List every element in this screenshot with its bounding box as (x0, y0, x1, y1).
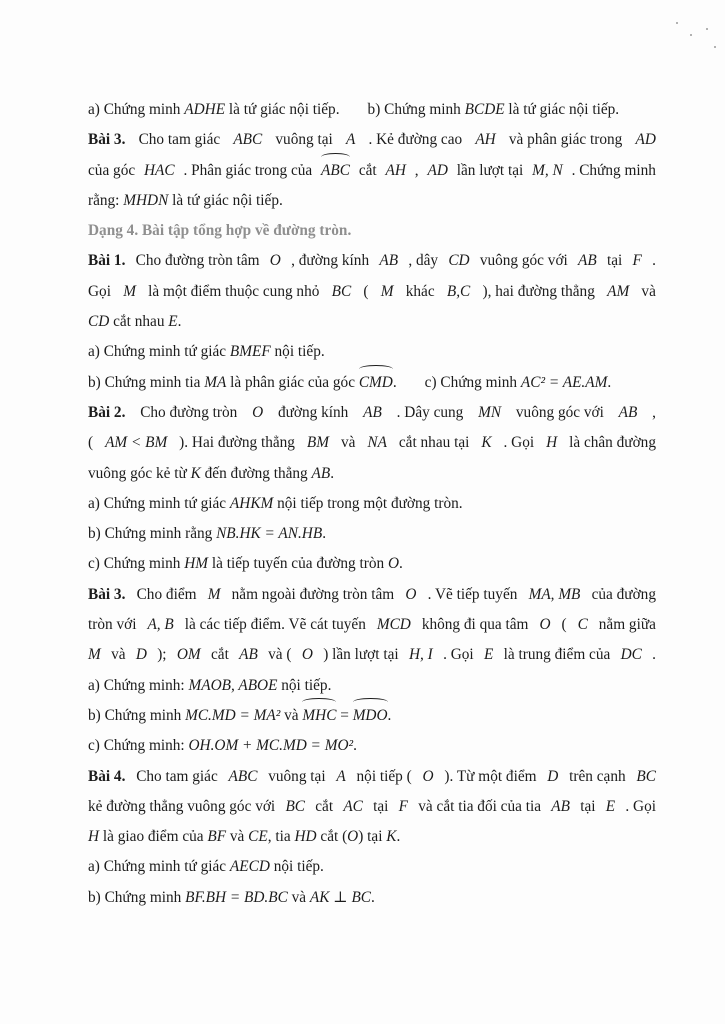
math-expression: K (386, 828, 397, 846)
text-run: . (607, 373, 612, 391)
text-line (88, 489, 656, 519)
text-run: Cho đường tròn (140, 403, 238, 421)
text-run: . (387, 706, 392, 724)
text-run: nội tiếp ( (356, 767, 412, 785)
text-run: a) Chứng minh (88, 101, 185, 118)
text-run: vuông góc với (479, 252, 568, 270)
text-run: tại (580, 797, 596, 815)
problem-label: Bài 3. (88, 131, 126, 149)
text-run: rằng: (88, 191, 124, 209)
text-run: tại (606, 252, 623, 270)
text-line (88, 883, 656, 913)
math-expression: F (632, 252, 642, 270)
text-run: Cho điểm (136, 585, 197, 603)
math-expression: O (301, 646, 313, 664)
text-run: nội tiếp trong một đường tròn. (273, 494, 463, 512)
scan-speck (676, 22, 678, 24)
text-line (88, 398, 656, 428)
text-run: vuông tại (275, 131, 333, 149)
text-line (88, 125, 656, 155)
math-expression: E (483, 646, 494, 664)
math-expression: O (269, 252, 281, 270)
text-run: a) Chứng minh tứ giác (88, 343, 230, 361)
document-page (88, 95, 656, 913)
math-expression: K (481, 434, 492, 452)
angle-notation: MDO (353, 701, 388, 731)
math-expression: MC.MD = MA² (185, 706, 281, 724)
text-line (88, 822, 656, 852)
text-line (88, 762, 656, 792)
text-run: = (336, 706, 353, 724)
text-run: , dây (408, 252, 439, 270)
text-line (88, 852, 656, 882)
math-expression: M (88, 646, 101, 664)
math-expression: MHDN (123, 191, 169, 209)
text-run: ( (88, 434, 94, 452)
text-run: nội tiếp. (270, 343, 325, 361)
text-run: . (330, 464, 335, 482)
math-expression: O (405, 585, 417, 603)
text-run: và (280, 706, 303, 724)
text-line (88, 580, 656, 610)
math-expression: A, B (147, 616, 174, 634)
text-run: là trung điểm của (503, 646, 611, 664)
math-expression: H, I (408, 646, 433, 664)
math-expression: AB (379, 252, 399, 270)
text-run: , đường kính (291, 252, 370, 270)
angle-notation: ABC (321, 156, 350, 186)
text-run: nằm giữa (598, 616, 656, 634)
math-expression: D (547, 767, 559, 785)
angle-notation: MHC (302, 701, 336, 731)
text-run: và (641, 282, 656, 300)
text-run: và (226, 828, 249, 846)
math-expression: BMEF (229, 343, 271, 361)
math-expression: AB (311, 464, 331, 482)
text-line (88, 731, 656, 761)
text-run: . (652, 252, 656, 270)
math-expression: ADHE (184, 101, 226, 118)
math-expression: H (546, 434, 558, 452)
problem-label: Bài 3. (88, 585, 126, 603)
math-expression: BM (306, 434, 330, 452)
text-line (88, 640, 656, 670)
text-run: c) Chứng minh: (88, 737, 189, 755)
text-run: cắt (358, 161, 377, 179)
text-run: là các tiếp điểm. Vẽ cát tuyến (184, 616, 366, 634)
math-expression: O (252, 403, 264, 421)
text-run: là tứ giác nội tiếp. (225, 101, 340, 118)
text-line (88, 277, 656, 307)
math-expression: AH (385, 161, 406, 179)
math-expression: D (135, 646, 147, 664)
text-run: c) Chứng minh (424, 373, 521, 391)
math-expression: ABC (233, 131, 263, 149)
math-expression: K (190, 464, 201, 482)
text-run: ); (157, 646, 167, 664)
text-run: ), hai đường thẳng (482, 282, 595, 300)
text-run: ). Hai đường thẳng (179, 434, 295, 452)
text-run: a) Chứng minh tứ giác (88, 858, 230, 876)
math-expression: AHKM (229, 494, 274, 512)
text-run: và ( (268, 646, 292, 664)
text-run: là chân đường (569, 434, 656, 452)
math-expression: AB (239, 646, 258, 664)
text-run: vuông góc với (515, 403, 604, 421)
problem-label: Bài 2. (88, 403, 126, 421)
text-run: của đường (591, 585, 656, 603)
text-run: khác (405, 282, 435, 300)
math-expression: H (88, 828, 100, 846)
math-expression: OH.OM + MC.MD = MO² (188, 737, 354, 755)
text-run: là tiếp tuyến của đường tròn (208, 555, 388, 573)
text-run: tròn với (88, 616, 137, 634)
math-expression: CD (88, 313, 110, 331)
text-run: vuông tại (268, 767, 326, 785)
math-expression: A (345, 131, 356, 149)
math-expression: O (387, 555, 400, 573)
text-run: , (652, 403, 656, 421)
text-line (88, 671, 656, 701)
text-run: . (177, 313, 182, 331)
heading-text: Dạng 4. Bài tập tổng hợp về đường tròn. (88, 222, 352, 240)
math-expression: MAOB, ABOE (188, 676, 278, 694)
text-run: ) tại (358, 828, 387, 846)
text-run: của góc (88, 161, 136, 179)
math-expression: BC (636, 767, 656, 785)
text-run: . Dây cung (396, 403, 464, 421)
math-expression: AC (343, 797, 363, 815)
text-run: Cho tam giác (136, 767, 218, 785)
math-expression: BCDE (464, 101, 505, 118)
math-expression: AD (427, 161, 448, 179)
text-run: cắt ( (316, 828, 348, 846)
text-run: . Gọi (625, 797, 656, 815)
math-expression: E (168, 313, 178, 331)
math-expression: AC² = AE.AM (520, 373, 608, 391)
scan-speck (706, 28, 708, 30)
text-line (88, 337, 656, 367)
math-expression: MA, MB (528, 585, 581, 603)
text-run: trên cạnh (569, 767, 626, 785)
math-expression: ABC (228, 767, 258, 785)
math-expression: MCD (376, 616, 411, 634)
problem-label: Bài 4. (88, 767, 126, 785)
text-run: tại (373, 797, 389, 815)
text-run: b) Chứng minh rằng (88, 525, 217, 543)
math-expression: NA (367, 434, 387, 452)
scan-speck (690, 34, 692, 36)
text-run: ). Từ một điểm (444, 767, 537, 785)
text-run: , tia (267, 828, 295, 846)
math-expression: CD (448, 252, 470, 270)
math-expression: AB (578, 252, 597, 270)
text-run: Cho đường tròn tâm (135, 252, 260, 270)
math-expression: AB (363, 403, 382, 421)
math-expression: F (398, 797, 409, 815)
math-expression: AB (618, 403, 638, 421)
text-line (88, 368, 656, 398)
math-expression: AM < BM (105, 434, 168, 452)
text-line (88, 519, 656, 549)
text-run: b) Chứng minh (88, 706, 186, 724)
text-run: là tứ giác nội tiếp. (168, 191, 283, 209)
text-run: và (111, 646, 126, 664)
text-run: và cắt tia đối của tia (418, 797, 542, 815)
text-run: vuông góc kẻ từ (88, 464, 191, 482)
text-run: cắt nhau (109, 313, 169, 331)
text-run: đường kính (277, 403, 349, 421)
section-heading (88, 216, 656, 246)
scan-speck (714, 46, 716, 48)
math-expression: O (422, 767, 434, 785)
math-expression: HD (294, 828, 317, 846)
math-expression: MA (204, 373, 227, 391)
math-expression: BF.BH = BD.BC (185, 888, 288, 906)
text-line (88, 156, 656, 186)
math-expression: O (347, 828, 359, 846)
text-line (88, 701, 656, 731)
text-run: Cho tam giác (138, 131, 221, 149)
text-run: a) Chứng minh tứ giác (88, 494, 230, 512)
text-run: là phân giác của góc (226, 373, 359, 391)
text-run: nội tiếp. (269, 858, 324, 876)
text-run: . Vẽ tiếp tuyến (427, 585, 518, 603)
text-run: nằm ngoài đường tròn tâm (231, 585, 395, 603)
math-expression: AB (551, 797, 570, 815)
math-expression: OM (176, 646, 201, 664)
text-run: . (392, 373, 397, 391)
math-expression: AK ⊥ BC (309, 888, 372, 906)
text-run: ) lần lượt tại (323, 646, 399, 664)
text-run: cắt (315, 797, 334, 815)
text-run: . (652, 646, 656, 664)
text-run: . Gọi (443, 646, 474, 664)
text-run: . Gọi (503, 434, 535, 452)
text-run: b) Chứng minh (88, 888, 186, 906)
text-run: c) Chứng minh (88, 555, 185, 573)
angle-notation: CMD (359, 368, 393, 398)
math-expression: BC (285, 797, 305, 815)
text-run: a) Chứng minh: (88, 676, 189, 694)
text-line (88, 610, 656, 640)
text-line (88, 307, 656, 337)
text-run: đến đường thẳng (200, 464, 312, 482)
math-expression: MN (478, 403, 502, 421)
text-run: . (322, 525, 327, 543)
text-line (88, 459, 656, 489)
math-expression: AECD (229, 858, 270, 876)
math-expression: M (380, 282, 394, 300)
text-run: và (340, 434, 356, 452)
text-run: là tứ giác nội tiếp. (504, 101, 620, 118)
math-expression: M (123, 282, 136, 300)
text-run: nội tiếp. (277, 676, 332, 694)
math-expression: E (605, 797, 616, 815)
math-expression: B,C (446, 282, 471, 300)
text-run: Gọi (88, 282, 111, 300)
text-run: và (287, 888, 310, 906)
text-run: b) Chứng minh tia (88, 373, 205, 391)
text-run: . Phân giác trong của (183, 161, 313, 179)
math-expression: AM (607, 282, 630, 300)
text-run: và phân giác trong (508, 131, 623, 149)
math-expression: BF (207, 828, 227, 846)
text-run: b) Chứng minh (367, 101, 465, 118)
math-expression: AH (475, 131, 496, 149)
math-expression: AD (635, 131, 656, 149)
text-line (88, 549, 656, 579)
text-run: không đi qua tâm (421, 616, 529, 634)
math-expression: HM (184, 555, 209, 573)
text-run: , (414, 161, 419, 179)
text-run: . Kẻ đường cao (368, 131, 463, 149)
text-run: . (371, 888, 375, 906)
math-expression: O (539, 616, 551, 634)
math-expression: M (207, 585, 221, 603)
text-run: là một điểm thuộc cung nhỏ (148, 282, 320, 300)
text-run: ( (561, 616, 567, 634)
math-expression: M, N (532, 161, 563, 179)
text-run: . Chứng minh (571, 161, 656, 179)
text-line (88, 246, 656, 276)
math-expression: BC (331, 282, 352, 300)
text-run: . (396, 828, 401, 846)
text-run: là giao điểm của (99, 828, 208, 846)
math-expression: HAC (144, 161, 175, 179)
text-line (88, 95, 656, 125)
math-expression: NB.HK = AN.HB (216, 525, 323, 543)
text-run: cắt nhau tại (398, 434, 470, 452)
text-run: ( (363, 282, 369, 300)
text-run: kẻ đường thẳng vuông góc với (88, 797, 276, 815)
math-expression: A (336, 767, 346, 785)
text-run: cắt (210, 646, 229, 664)
text-run: lần lượt tại (456, 161, 524, 179)
math-expression: CE (248, 828, 268, 846)
math-expression: C (577, 616, 588, 634)
text-run: . (399, 555, 403, 573)
problem-label: Bài 1. (88, 252, 126, 270)
text-line (88, 428, 656, 458)
text-line (88, 792, 656, 822)
text-line (88, 186, 656, 216)
text-run: . (353, 737, 357, 755)
math-expression: DC (620, 646, 642, 664)
